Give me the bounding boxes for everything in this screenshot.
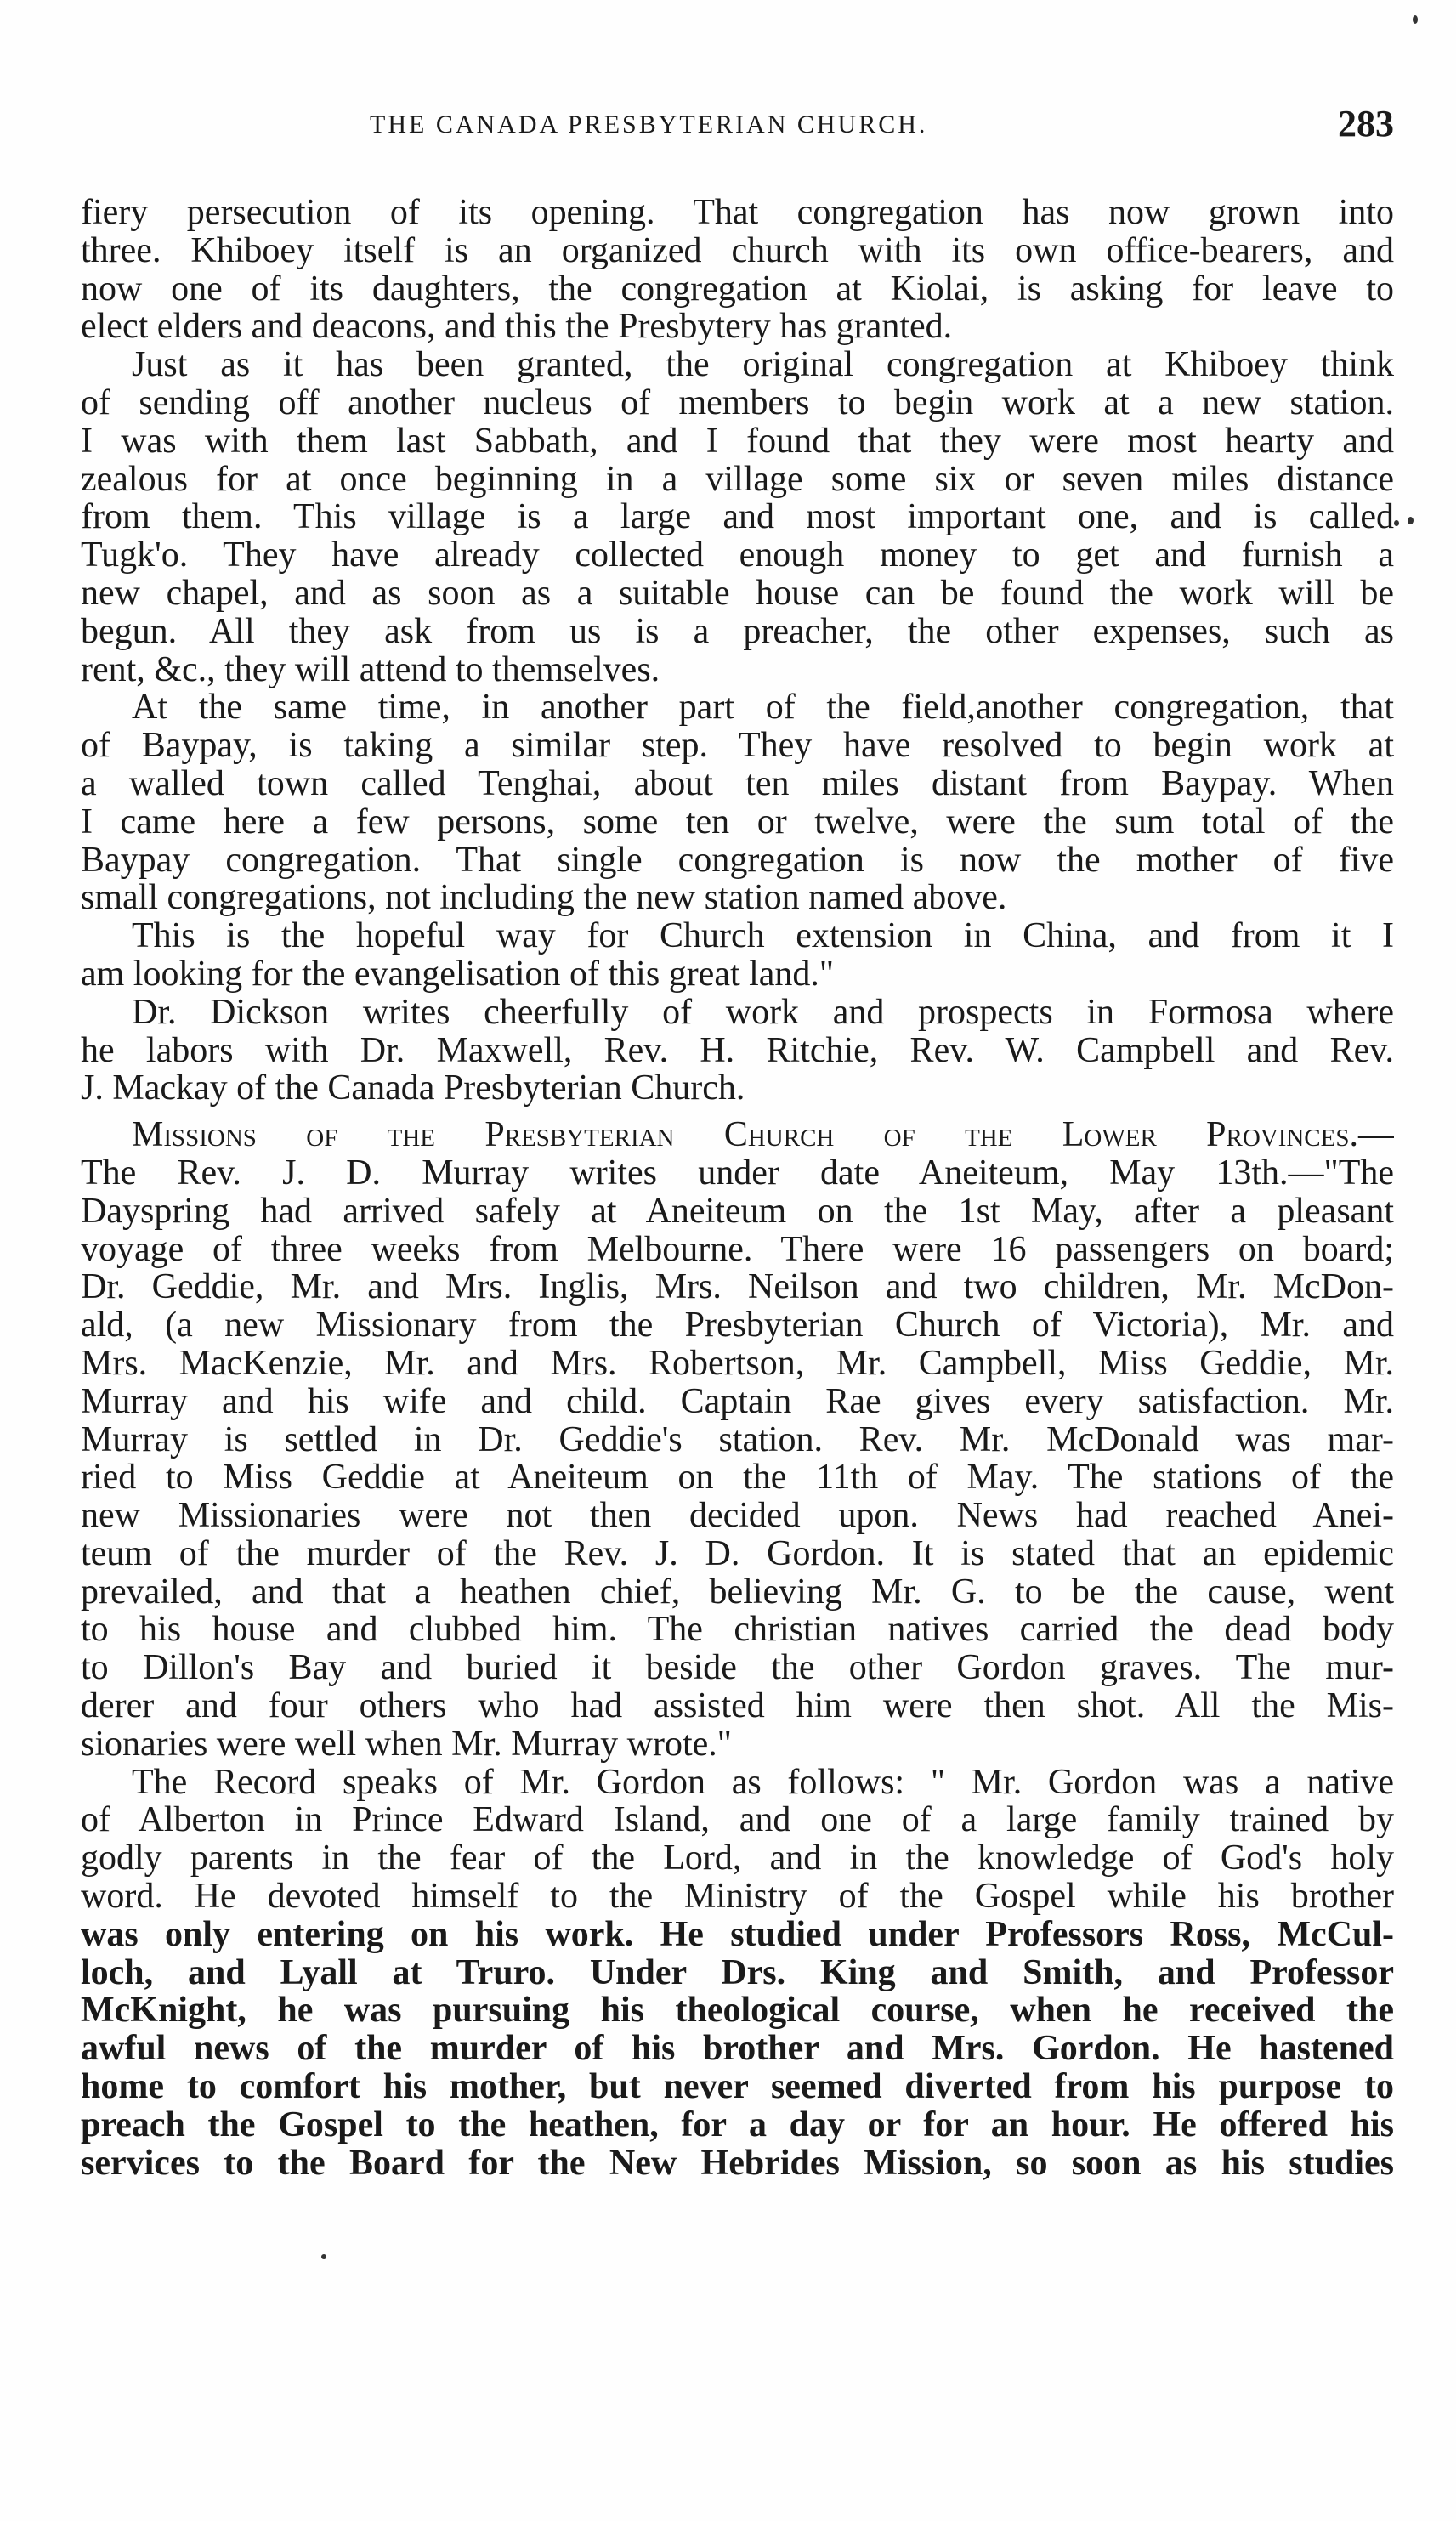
text-line: J. Mackay of the Canada Presbyterian Church. — [81, 1069, 745, 1108]
text-line: to his house and clubbed him. The christian natives carried the dead body — [81, 1611, 1394, 1650]
text-line: now one of its daughters, the congregation at Kiolai, is asking for leave to — [81, 269, 1394, 309]
text-line: elect elders and deacons, and this the Presbytery has granted. — [81, 308, 953, 347]
section-spacer — [81, 1108, 1394, 1116]
text-line: Dayspring had arrived safely at Aneiteum on the 1st May, after a pleasant — [81, 1192, 1394, 1231]
text-line: he labors with Dr. Maxwell, Rev. H. Ritchie, Rev. W. Campbell and Rev. — [81, 1031, 1394, 1070]
text-line: sionaries were well when Mr. Murray wrote." — [81, 1725, 732, 1764]
text-line: a walled town called Tenghai, about ten miles distant from Baypay. When — [81, 764, 1394, 803]
scan-speck — [321, 2254, 326, 2259]
text-line: ald, (a new Missionary from the Presbyterian Church of Victoria), Mr. and — [81, 1306, 1394, 1345]
paragraph — [81, 688, 1394, 917]
scan-speck — [1394, 520, 1399, 526]
scan-speck — [1413, 15, 1418, 24]
text-line: of Baypay, is taking a similar step. They have resolved to begin work at — [81, 727, 1394, 765]
text-line: fiery persecution of its opening. That congregation has now grown into — [81, 194, 1394, 232]
page-number: 283 — [1338, 103, 1394, 144]
text-line: small congregations, not including the new station named above. — [81, 879, 1007, 918]
text-line: McKnight, he was pursuing his theological course, when he received the — [81, 1991, 1394, 2031]
page-body — [81, 194, 1394, 2182]
paragraph — [81, 194, 1394, 346]
text-line: awful news of the murder of his brother and Mrs. Gordon. He hastened — [81, 2030, 1394, 2069]
text-line: teum of the murder of the Rev. J. D. Gordon. It is stated that an epidemic — [81, 1534, 1394, 1573]
text-line: begun. All they ask from us is a preacher, the other expenses, such as — [81, 612, 1394, 651]
section-heading: Missions of the Presbyterian Church of the Lower Provinces.— — [132, 1116, 1394, 1154]
paragraph — [81, 1764, 1394, 2183]
text-line: from them. This village is a large and most important one, and is called — [81, 498, 1394, 537]
text-line: to Dillon's Bay and buried it beside the other Gordon graves. The mur- — [81, 1649, 1394, 1688]
text-line: new chapel, and as soon as a suitable house can be found the work will be — [81, 574, 1394, 613]
text-line: was only entering on his work. He studied under Professors Ross, McCul- — [81, 1915, 1394, 1954]
text-line: At the same time, in another part of the field,another congregation, that — [132, 688, 1394, 728]
paragraph — [81, 994, 1394, 1108]
text-line: Baypay congregation. That single congregation is now the mother of five — [81, 841, 1394, 880]
text-line: new Missionaries were not then decided upon. News had reached Anei- — [81, 1497, 1394, 1535]
text-line: prevailed, and that a heathen chief, believing Mr. G. to be the cause, went — [81, 1572, 1394, 1612]
text-line: loch, and Lyall at Truro. Under Drs. King and Smith, and Professor — [81, 1953, 1394, 1992]
text-line: ried to Miss Geddie at Aneiteum on the 11th of May. The stations of the — [81, 1459, 1394, 1498]
text-line: Dr. Dickson writes cheerfully of work and prospects in Formosa where — [132, 993, 1394, 1032]
text-line: Tugk'o. They have already collected enough money to get and furnish a — [81, 536, 1394, 575]
text-line: services to the Board for the New Hebrides Mission, so soon as his studies — [81, 2144, 1394, 2183]
text-line: Mrs. MacKenzie, Mr. and Mrs. Robertson, Mr. Campbell, Miss Geddie, Mr. — [81, 1344, 1394, 1383]
text-line: I came here a few persons, some ten or twelve, were the sum total of the — [81, 802, 1394, 841]
text-line: rent, &c., they will attend to themselves. — [81, 650, 660, 689]
text-line: word. He devoted himself to the Ministry of the Gospel while his brother — [81, 1878, 1394, 1916]
text-line: Dr. Geddie, Mr. and Mrs. Inglis, Mrs. Neilson and two children, Mr. McDon- — [81, 1268, 1394, 1307]
paragraph — [81, 346, 1394, 688]
paragraph — [81, 917, 1394, 994]
text-line: home to comfort his mother, but never seemed diverted from his purpose to — [81, 2068, 1394, 2106]
text-line: of Alberton in Prince Edward Island, and one of a large family trained by — [81, 1801, 1394, 1840]
text-line: Just as it has been granted, the original congregation at Khiboey think — [132, 346, 1394, 384]
text-line: Murray and his wife and child. Captain Rae gives every satisfaction. Mr. — [81, 1382, 1394, 1421]
scan-speck — [1408, 517, 1414, 524]
text-line: am looking for the evangelisation of this great land." — [81, 955, 835, 994]
text-line: The Record speaks of Mr. Gordon as follows: " Mr. Gordon was a native — [132, 1763, 1394, 1802]
running-head — [81, 103, 1394, 153]
text-line: I was with them last Sabbath, and I found that they were most hearty and — [81, 422, 1394, 461]
text-line: preach the Gospel to the heathen, for a day or for an hour. He offered his — [81, 2105, 1394, 2144]
text-line: zealous for at once beginning in a village some six or seven miles distance — [81, 460, 1394, 499]
text-line: of sending off another nucleus of members to begin work at a new station. — [81, 383, 1394, 422]
text-line: Murray is settled in Dr. Geddie's station. Rev. Mr. McDonald was mar- — [81, 1420, 1394, 1459]
text-line: voyage of three weeks from Melbourne. There were 16 passengers on board; — [81, 1230, 1394, 1269]
running-title: THE CANADA PRESBYTERIAN CHURCH. — [370, 110, 928, 139]
text-line: three. Khiboey itself is an organized church with its own office-bearers, and — [81, 231, 1394, 270]
text-line: godly parents in the fear of the Lord, and in the knowledge of God's holy — [81, 1839, 1394, 1878]
text-line: The Rev. J. D. Murray writes under date Aneiteum, May 13th.—"The — [81, 1153, 1394, 1193]
text-line: derer and four others who had assisted him were then shot. All the Mis- — [81, 1687, 1394, 1725]
text-line: This is the hopeful way for Church extension in China, and from it I — [132, 917, 1394, 955]
paragraph — [81, 1116, 1394, 1764]
